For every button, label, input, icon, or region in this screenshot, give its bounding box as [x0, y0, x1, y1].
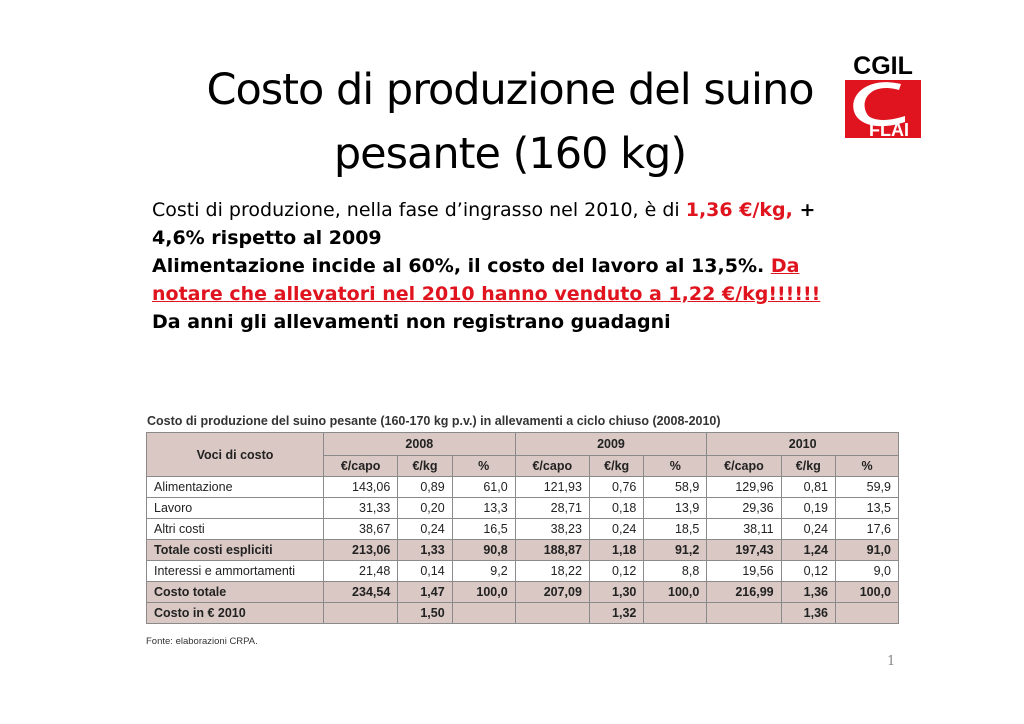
table-cell: 213,06 — [324, 540, 398, 561]
table-cell: 91,0 — [836, 540, 899, 561]
unit-header: €/capo — [324, 456, 398, 477]
unit-header: % — [836, 456, 899, 477]
table-cell: 1,18 — [589, 540, 643, 561]
cost-table-body — [147, 477, 899, 624]
table-cell: 17,6 — [836, 519, 899, 540]
table-caption: Costo di produzione del suino pesante (160-170 kg p.v.) in allevamenti a ciclo chiuso (2008-2010) — [147, 414, 721, 428]
table-cell: 0,19 — [781, 498, 835, 519]
row-label: Costo totale — [147, 582, 324, 603]
table-cell: 1,32 — [589, 603, 643, 624]
table-cell: 121,93 — [515, 477, 589, 498]
table-row — [147, 477, 899, 498]
table-cell: 59,9 — [836, 477, 899, 498]
table-cell: 1,36 — [781, 582, 835, 603]
table-cell: 0,24 — [398, 519, 452, 540]
row-label: Alimentazione — [147, 477, 324, 498]
unit-header: % — [644, 456, 707, 477]
table-cell: 100,0 — [644, 582, 707, 603]
table-cell: 0,20 — [398, 498, 452, 519]
table-cell: 197,43 — [707, 540, 781, 561]
body-cost-value: 1,36 €/kg, — [685, 199, 793, 221]
table-cell: 18,5 — [644, 519, 707, 540]
year-header: 2008 — [324, 433, 516, 456]
unit-header: €/kg — [781, 456, 835, 477]
table-cell: 9,0 — [836, 561, 899, 582]
table-cell: 90,8 — [452, 540, 515, 561]
year-header: 2010 — [707, 433, 899, 456]
table-cell: 1,47 — [398, 582, 452, 603]
table-cell: 91,2 — [644, 540, 707, 561]
table-cell: 0,89 — [398, 477, 452, 498]
table-cell: 100,0 — [452, 582, 515, 603]
title-line-1: Costo di produzione del suino — [206, 65, 814, 115]
table-cell — [452, 603, 515, 624]
row-label: Lavoro — [147, 498, 324, 519]
table-cell: 8,8 — [644, 561, 707, 582]
slide-body — [152, 196, 852, 336]
table-cell: 0,76 — [589, 477, 643, 498]
table-source: Fonte: elaborazioni CRPA. — [146, 636, 258, 647]
table-cell: 38,23 — [515, 519, 589, 540]
table-cell: 16,5 — [452, 519, 515, 540]
unit-header: €/capo — [515, 456, 589, 477]
table-cell: 0,18 — [589, 498, 643, 519]
table-row — [147, 540, 899, 561]
table-cell: 188,87 — [515, 540, 589, 561]
table-cell: 21,48 — [324, 561, 398, 582]
row-header-cell: Voci di costo — [147, 433, 324, 477]
page-number: 1 — [887, 654, 896, 669]
table-row — [147, 561, 899, 582]
table-cell: 216,99 — [707, 582, 781, 603]
table-cell: 19,56 — [707, 561, 781, 582]
body-cost-sentence: Costi di produzione, nella fase d’ingrasso nel 2010, è di — [152, 199, 686, 221]
table-cell: 207,09 — [515, 582, 589, 603]
table-cell — [836, 603, 899, 624]
table-cell: 1,33 — [398, 540, 452, 561]
table-cell: 18,22 — [515, 561, 589, 582]
table-cell: 129,96 — [707, 477, 781, 498]
table-cell: 13,5 — [836, 498, 899, 519]
table-cell: 100,0 — [836, 582, 899, 603]
row-label: Totale costi espliciti — [147, 540, 324, 561]
table-cell: 234,54 — [324, 582, 398, 603]
table-cell — [324, 603, 398, 624]
table-cell: 1,30 — [589, 582, 643, 603]
table-cell: 1,36 — [781, 603, 835, 624]
table-cell: 9,2 — [452, 561, 515, 582]
table-cell: 0,81 — [781, 477, 835, 498]
table-cell — [707, 603, 781, 624]
table-cell: 0,12 — [781, 561, 835, 582]
table-cell — [515, 603, 589, 624]
table-row — [147, 582, 899, 603]
table-cell: 38,67 — [324, 519, 398, 540]
table-cell: 29,36 — [707, 498, 781, 519]
table-row — [147, 519, 899, 540]
table-row — [147, 498, 899, 519]
body-incidence: Alimentazione incide al 60%, il costo del lavoro al 13,5%. — [152, 255, 771, 277]
table-cell: 0,24 — [781, 519, 835, 540]
row-label: Costo in € 2010 — [147, 603, 324, 624]
year-header: 2009 — [515, 433, 707, 456]
unit-header: €/kg — [589, 456, 643, 477]
row-label: Interessi e ammortamenti — [147, 561, 324, 582]
cgil-flai-logo — [841, 52, 925, 140]
row-label: Altri costi — [147, 519, 324, 540]
title-line-2: pesante (160 kg) — [333, 129, 687, 179]
logo-top-text: CGIL — [853, 52, 913, 80]
table-cell: 143,06 — [324, 477, 398, 498]
table-cell: 1,24 — [781, 540, 835, 561]
unit-header: % — [452, 456, 515, 477]
slide-title — [150, 58, 870, 186]
cost-table — [146, 432, 899, 624]
table-cell: 58,9 — [644, 477, 707, 498]
logo-bottom-text: FLAI — [869, 120, 909, 140]
table-cell: 31,33 — [324, 498, 398, 519]
table-cell: 0,12 — [589, 561, 643, 582]
table-row — [147, 603, 899, 624]
table-cell: 13,9 — [644, 498, 707, 519]
table-cell: 13,3 — [452, 498, 515, 519]
body-cost-change: + 4,6% rispetto al 2009 — [152, 199, 816, 249]
unit-header: €/capo — [707, 456, 781, 477]
table-cell: 0,24 — [589, 519, 643, 540]
table-cell: 1,50 — [398, 603, 452, 624]
table-cell — [644, 603, 707, 624]
body-note: Da notare che allevatori nel 2010 hanno venduto a 1,22 €/kg!!!!!! — [152, 255, 821, 305]
table-cell: 0,14 — [398, 561, 452, 582]
body-conclusion: Da anni gli allevamenti non registrano guadagni — [152, 311, 671, 333]
table-cell: 61,0 — [452, 477, 515, 498]
unit-header: €/kg — [398, 456, 452, 477]
table-cell: 38,11 — [707, 519, 781, 540]
table-cell: 28,71 — [515, 498, 589, 519]
